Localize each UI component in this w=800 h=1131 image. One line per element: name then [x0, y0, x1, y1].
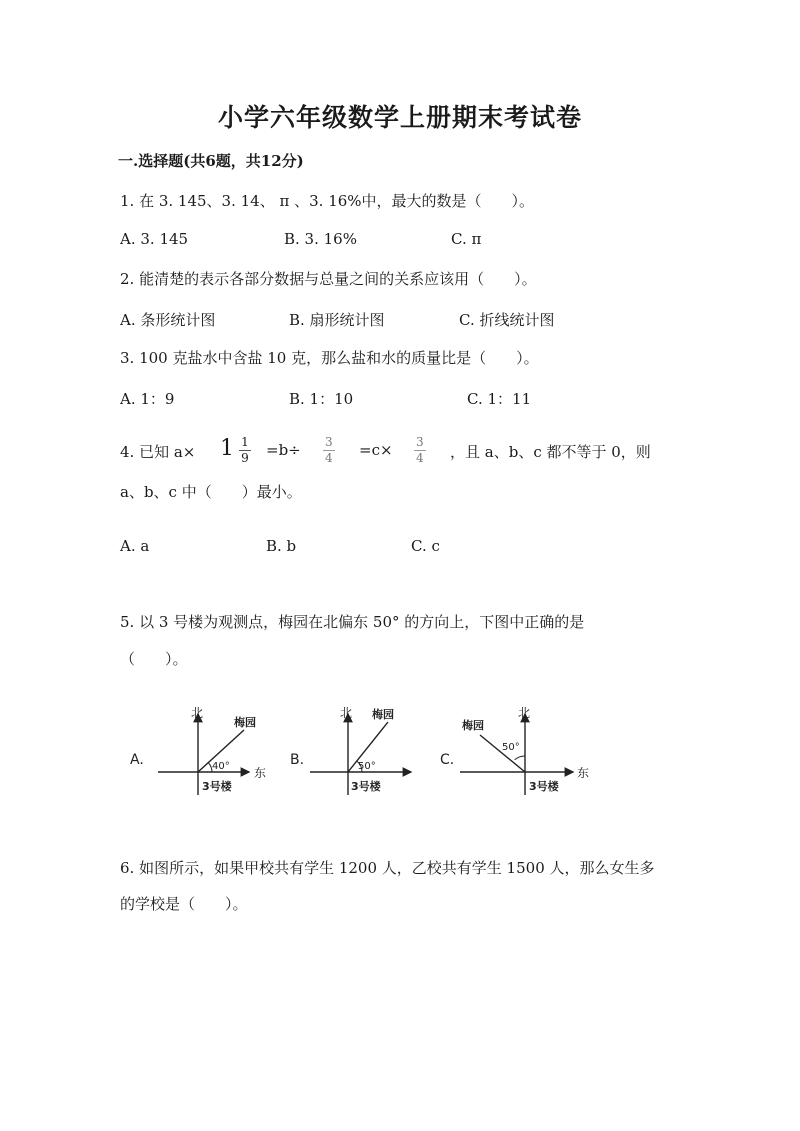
figure-a-angle-label: 40°: [212, 761, 230, 772]
question-6-line-2: 的学校是（ ）。: [120, 895, 248, 913]
question-4-suffix: ，且 a、b、c 都不等于 0，则: [450, 443, 651, 461]
figure-a-label: A.: [130, 752, 144, 768]
question-4-option-c: C. c: [411, 537, 440, 555]
fraction-1-denominator: 4: [325, 451, 333, 465]
equals-c-times: =c×: [359, 441, 393, 459]
figure-a-target-label: 梅园: [234, 716, 256, 729]
figure-a-north-label: 北: [191, 706, 204, 720]
figure-a: [128, 700, 278, 804]
figure-c-east-label: 东: [577, 766, 590, 780]
question-4-line-2: a、b、c 中（ ）最小。: [120, 483, 302, 501]
figure-c-angle-arc: [515, 756, 525, 760]
question-1-option-b: B. 3. 16%: [284, 230, 357, 248]
figure-a-diagram: [128, 700, 278, 800]
fraction-1-numerator: 3: [325, 435, 333, 449]
figure-b-diagram: [288, 700, 428, 800]
figure-b-label: B.: [290, 752, 305, 768]
question-4-prefix: 4. 已知 a×: [120, 443, 196, 461]
figure-a-east-label: 东: [254, 766, 267, 780]
fraction-2-denominator: 4: [416, 451, 424, 465]
question-2-option-c: C. 折线统计图: [459, 311, 555, 329]
question-4-option-a: A. a: [120, 537, 150, 555]
question-3-option-a: A. 1：9: [120, 390, 175, 408]
question-2-option-a: A. 条形统计图: [120, 311, 216, 329]
mixed-number-whole: 1: [220, 436, 234, 461]
mixed-number: [220, 436, 251, 465]
figure-c-diagram: [438, 700, 598, 800]
question-2-option-b: B. 扇形统计图: [289, 311, 385, 329]
question-4-option-b: B. b: [266, 537, 297, 555]
figure-c-origin-label: 3号楼: [529, 780, 559, 793]
question-1-option-c: C. π: [451, 230, 482, 248]
figure-c-angle-label: 50°: [502, 742, 520, 753]
figure-b-origin-label: 3号楼: [351, 780, 381, 793]
question-5-line-2: （ ）。: [120, 650, 188, 668]
mixed-number-numerator: 1: [241, 435, 249, 449]
figure-b: [288, 700, 428, 804]
question-3-option-c: C. 1：11: [467, 390, 532, 408]
figure-a-origin-label: 3号楼: [202, 780, 232, 793]
question-6-line-1: 6. 如图所示，如果甲校共有学生 1200 人，乙校共有学生 1500 人，那么女生多: [120, 859, 655, 877]
fraction-three-quarters-1: [323, 436, 335, 465]
figure-c-north-label: 北: [518, 706, 531, 720]
fraction-three-quarters-2: [414, 436, 426, 465]
question-3-option-b: B. 1：10: [289, 390, 354, 408]
figure-c-label: C.: [440, 752, 455, 768]
figure-c: [438, 700, 598, 804]
question-1: 1. 在 3. 145、3. 14、 π 、3. 16%中，最大的数是（ ）。: [120, 192, 535, 210]
figure-b-angle-label: 50°: [358, 761, 376, 772]
question-1-option-a: A. 3. 145: [120, 230, 189, 248]
question-5-line-1: 5. 以 3 号楼为观测点，梅园在北偏东 50° 的方向上，下图中正确的是: [120, 613, 585, 631]
mixed-number-denominator: 9: [241, 451, 249, 465]
section-heading: 一.选择题(共6题，共12分): [118, 152, 304, 170]
figure-b-north-label: 北: [340, 706, 353, 720]
page-title: 小学六年级数学上册期末考试卷: [217, 103, 582, 132]
figure-b-target-label: 梅园: [372, 708, 394, 721]
mixed-number-fraction: [239, 436, 251, 465]
question-2: 2. 能清楚的表示各部分数据与总量之间的关系应该用（ ）。: [120, 270, 537, 288]
equals-b-divide: =b÷: [266, 441, 301, 459]
figure-c-direction-line: [480, 735, 525, 772]
question-3: 3. 100 克盐水中含盐 10 克，那么盐和水的质量比是（ ）。: [120, 349, 539, 367]
figure-c-target-label: 梅园: [462, 719, 484, 732]
fraction-2-numerator: 3: [416, 435, 424, 449]
